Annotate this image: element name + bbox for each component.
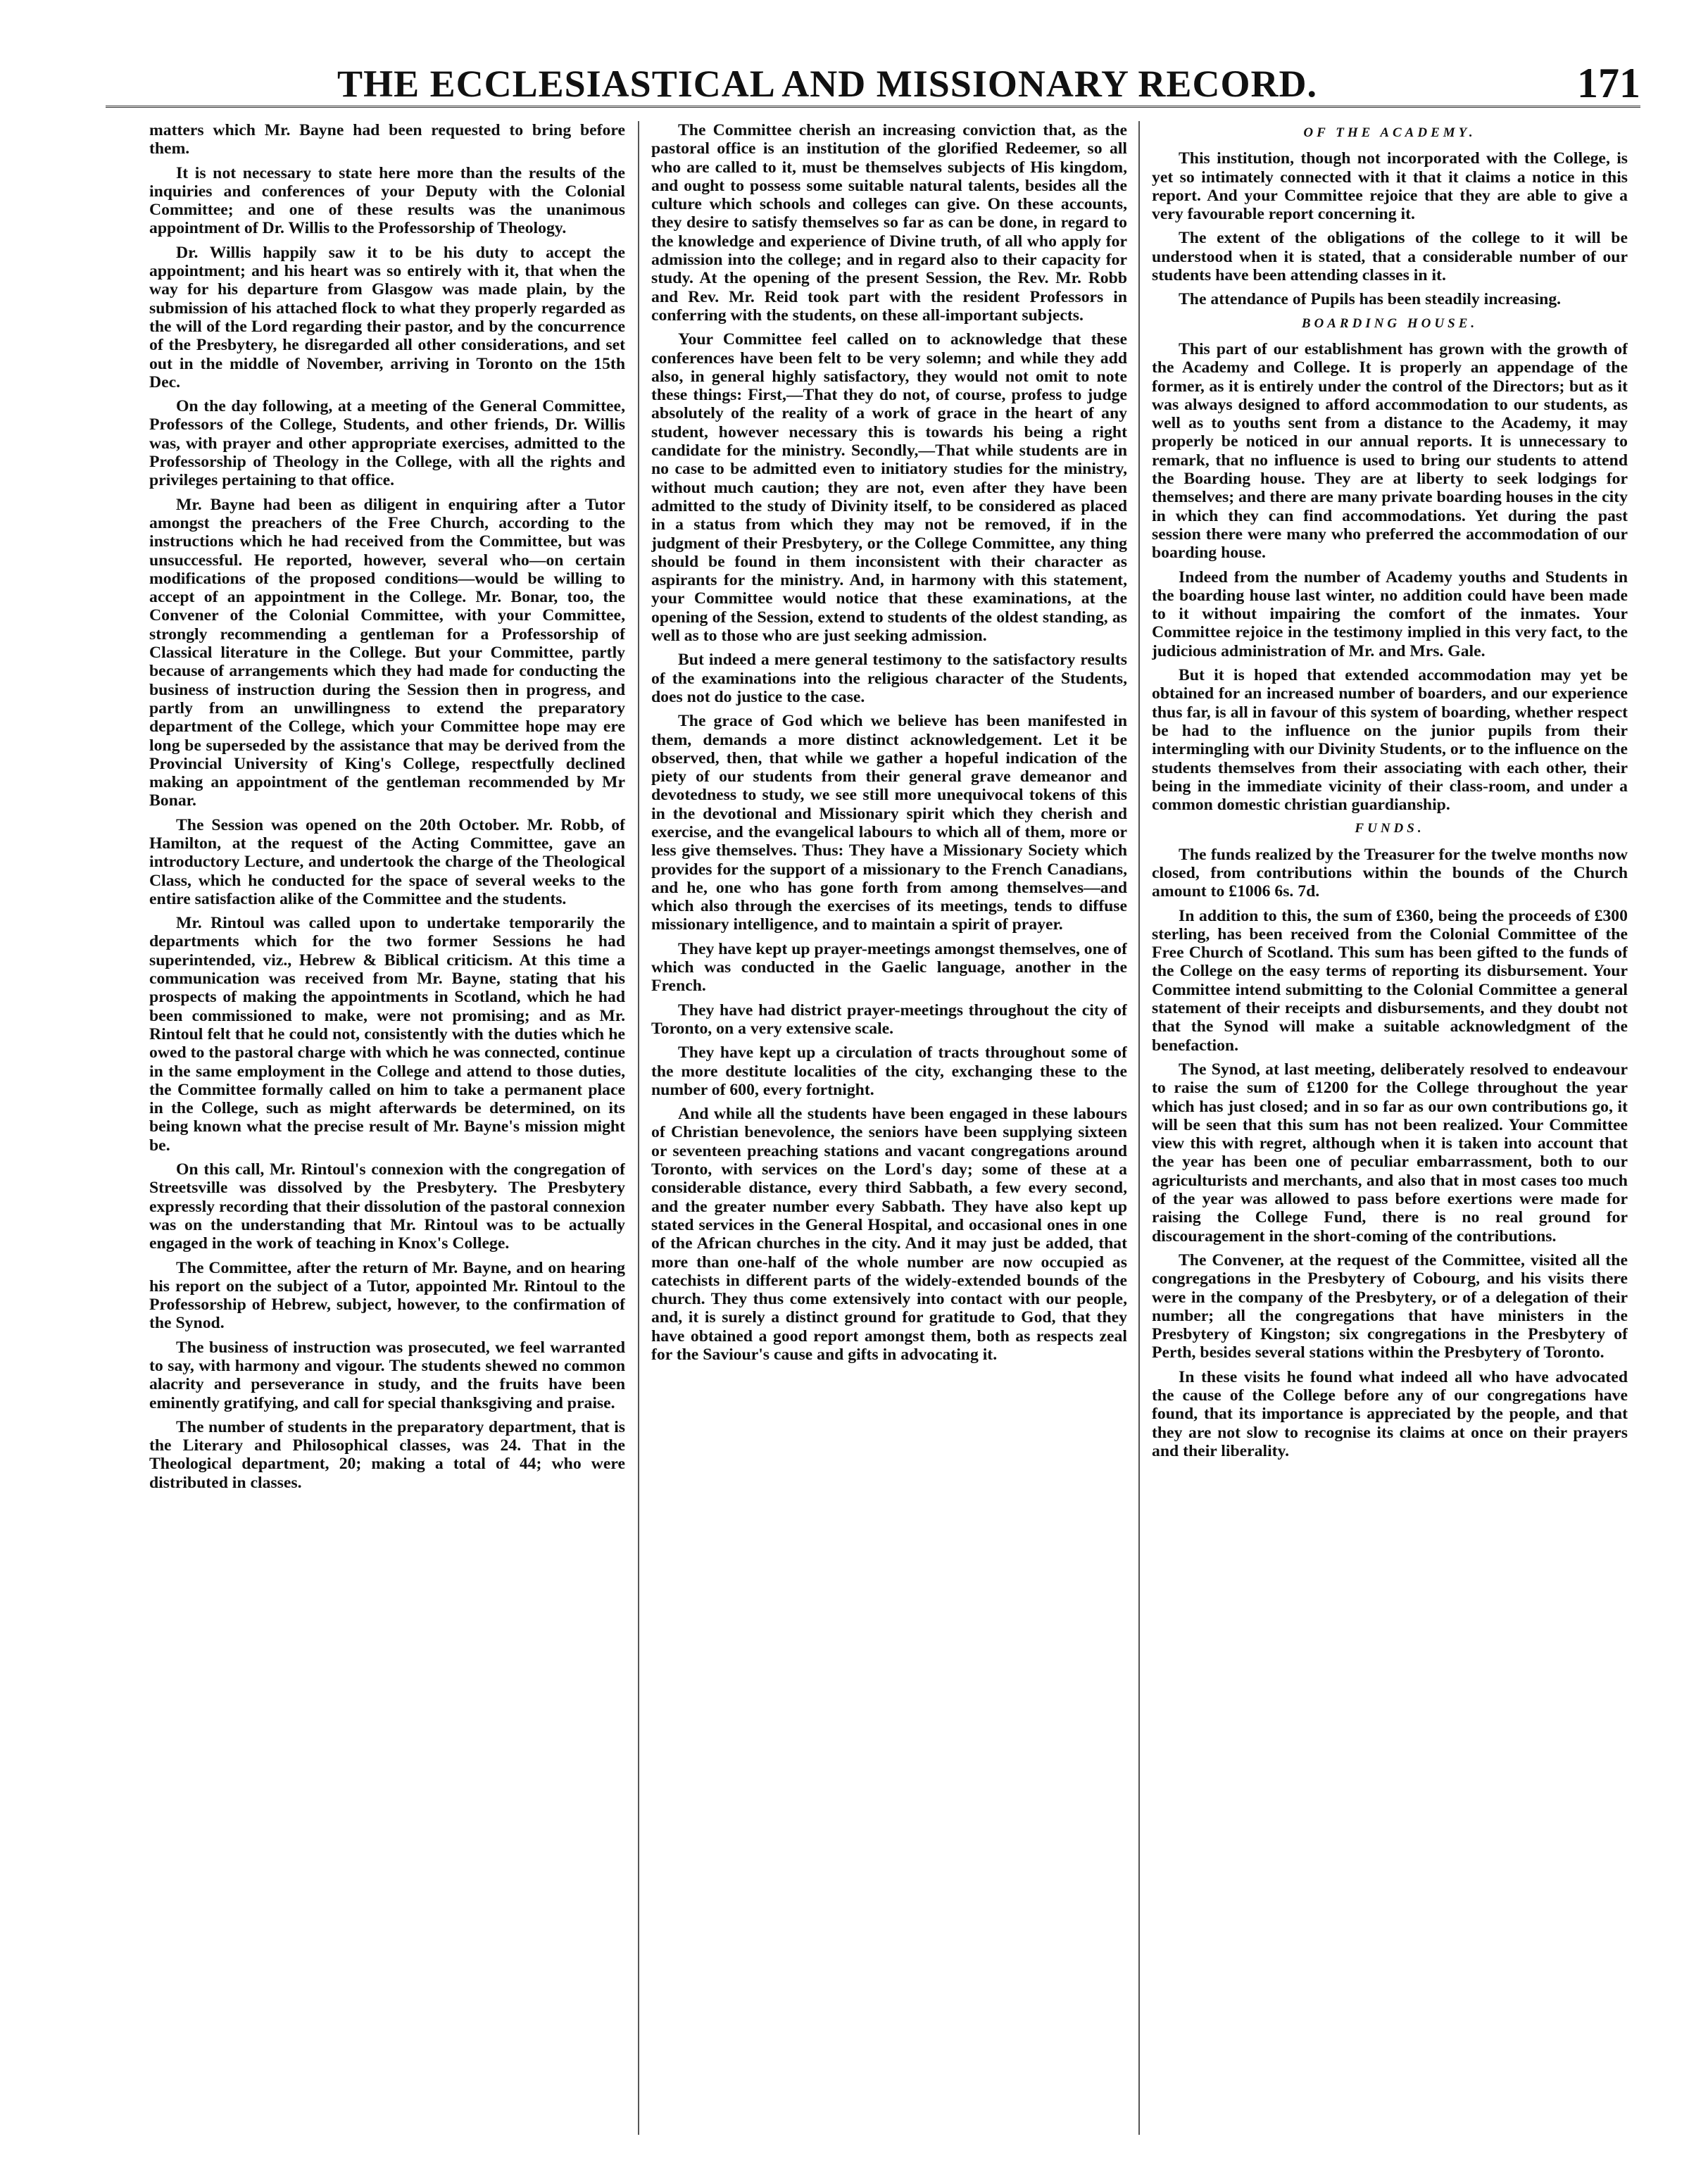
- paragraph: In addition to this, the sum of £360, being the proceeds of £300 sterling, has been received from the Colonial Committee of the Free Church of Scotland. This sum has been gifted to the funds of the College on the easy terms of reporting its disbursement. Your Committee intend submitting to the Colonial Committee a general statement of their receipts and disbursements, and they doubt not that the Synod will make a suitable acknowledgment of the benefaction.: [1152, 906, 1628, 1055]
- column-1: [149, 121, 625, 2135]
- paragraph: In these visits he found what indeed all who have advocated the cause of the College before any of our congregations have found, that its importance is appreciated by the people, and that they are not slow to recognise its claims at once on their prayers and their liberality.: [1152, 1367, 1628, 1460]
- paragraph: Mr. Bayne had been as diligent in enquiring after a Tutor amongst the preachers of the Free Church, according to the instructions which he had received from the Committee, but was unsuccessful. He reported, however, several who—on certain modifications of the proposed conditions—would be willing to accept of an appointment in the College. Mr. Bonar, too, the Convener of the Colonial Committee, with your Committee, strongly recommending a gentleman for a Professorship of Classical literature in the College. But your Committee, partly because of arrangements which they had made for conducting the business of instruction during the Session then in progress, and partly from an unwillingness to extend the preparatory department of the College, which your Committee hope may ere long be superseded by the assistance that may be derived from the Provincial University of King's College, respectfully declined making an appointment of the gentleman recommended by Mr Bonar.: [149, 495, 625, 810]
- paragraph: matters which Mr. Bayne had been requested to bring before them.: [149, 121, 625, 158]
- paragraph: Your Committee feel called on to acknowledge that these conferences have been felt to be very solemn; and while they add also, in general highly satisfactory, they would not omit to note these things: First,—That they do not, of course, profess to judge absolutely of the reality of a work of grace in the heart of any student, however necessary this is towards his being a right candidate for the ministry. Secondly,—That while students are in no case to be admitted even to initiatory studies for the ministry, without much caution; they are not, even after they have been admitted to the study of Divinity itself, to be considered as placed in a status from which they may not be removed, if in the judgment of their Presbytery, or the College Committee, any thing should be found in them inconsistent with their character as aspirants for the ministry. And, in harmony with this statement, your Committee would notice that these examinations, at the opening of the Session, extend to students of the oldest standing, as well as to those who are just seeking admission.: [651, 330, 1127, 646]
- section-heading-academy: OF THE ACADEMY.: [1303, 125, 1476, 140]
- paragraph: It is not necessary to state here more than the results of the inquiries and conferences of your Deputy with the Colonial Committee; and one of these results was the unanimous appointment of Dr. Willis to the Professorship of Theology.: [149, 163, 625, 238]
- section-heading-funds: FUNDS.: [1355, 821, 1425, 836]
- paragraph: But indeed a mere general testimony to the satisfactory results of the examinations into the religious character of the Students, does not do justice to the case.: [651, 651, 1127, 706]
- paragraph: The Committee cherish an increasing conviction that, as the pastoral office is an institution of the glorified Redeemer, so all who are called to it, must be themselves subjects of His kingdom, and ought to possess some suitable natural talents, besides all the culture which schools and colleges can give. On these accounts, they desire to satisfy themselves so far as can be done, in regard to the knowledge and experience of Divine truth, of all who apply for admission into the college; and in regard also to their capacity for study. At the opening of the present Session, the Rev. Mr. Robb and Rev. Mr. Reid took part with the resident Professors in conferring with the students, on these all-important subjects.: [651, 121, 1127, 325]
- paragraph: On this call, Mr. Rintoul's connexion with the congregation of Streetsville was dissolved by the Presbytery. The Presbytery expressly recording that their dissolution of the pastoral connexion was on the understanding that Mr. Rintoul was to be actually engaged in the work of teaching in Knox's College.: [149, 1160, 625, 1253]
- paragraph: Mr. Rintoul was called upon to undertake temporarily the departments which for the two former Sessions he had superintended, viz., Hebrew & Biblical criticism. At this time a communication was received from Mr. Bayne, stating that his prospects of making the appointments in Scotland, which he had been commissioned to make, were not promising; and as Mr. Rintoul felt that he could not, consistently with the duties which he owed to the pastoral charge with which he was connected, continue in the same employment in the College and attend to those duties, the Committee formally called on him to take a permanent place in the College, such as might afterwards be determined, on its being known what the precise result of Mr. Bayne's mission might be.: [149, 914, 625, 1155]
- column-3: [1152, 121, 1628, 2135]
- page-number: 171: [1577, 60, 1640, 106]
- paragraph: The business of instruction was prosecuted, we feel warranted to say, with harmony and vigour. The students shewed no common alacrity and perseverance in study, and the fruits have been eminently gratifying, and call for special thanksgiving and praise.: [149, 1338, 625, 1412]
- header-rule: [106, 106, 1640, 108]
- paragraph: The Committee, after the return of Mr. Bayne, and on hearing his report on the subject of a Tutor, appointed Mr. Rintoul to the Professorship of Hebrew, subject, however, to the confirmation of the Synod.: [149, 1258, 625, 1333]
- journal-title: THE ECCLESIASTICAL AND MISSIONARY RECORD.: [337, 63, 1317, 105]
- paragraph: Dr. Willis happily saw it to be his duty to accept the appointment; and his heart was so entirely with it, that when the way for his departure from Glasgow was made plain, by the submission of his attached flock to what they properly regarded as the will of the Lord regarding their pastor, and by the concurrence of the Presbytery, he disregarded all other considerations, and set out in the middle of November, arriving in Toronto on the 15th Dec.: [149, 243, 625, 391]
- paragraph: The extent of the obligations of the college to it will be understood when it is stated, that a considerable number of our students have been attending classes in it.: [1152, 229, 1628, 285]
- paragraph: Indeed from the number of Academy youths and Students in the boarding house last winter, no addition could have been made to it without impairing the comfort of the inmates. Your Committee rejoice in the testimony implied in this very fact, to the judicious administration of Mr. and Mrs. Gale.: [1152, 567, 1628, 660]
- column-rule: [638, 121, 639, 2135]
- column-2: [651, 121, 1127, 2135]
- paragraph: The number of students in the preparatory department, that is the Literary and Philosophical classes, was 24. That in the Theological department, 20; making a total of 44; who were distributed in classes.: [149, 1417, 625, 1492]
- paragraph: The attendance of Pupils has been steadily increasing.: [1179, 290, 1562, 309]
- paragraph: They have kept up a circulation of tracts throughout some of the more destitute localities of the city, exchanging these to the number of 600, every fortnight.: [651, 1043, 1127, 1099]
- column-rule: [1138, 121, 1140, 2135]
- paragraph: The Convener, at the request of the Committee, visited all the congregations in the Presbytery of Cobourg, and his visits there were in the company of the Presbytery, or of a delegation of their number; all the congregations that have ministers in the Presbytery of Kingston; six congregations in the Presbytery of Perth, besides several stations within the Presbytery of Toronto.: [1152, 1250, 1628, 1362]
- paragraph: They have had district prayer-meetings throughout the city of Toronto, on a very extensive scale.: [651, 1001, 1127, 1038]
- paragraph: The Synod, at last meeting, deliberately resolved to endeavour to raise the sum of £1200 for the College throughout the year which has just closed; and in so far as our own contributions go, it will be seen that this sum has not been realized. Your Committee view this with regret, although when it is taken into account that the year has been one of peculiar embarrassment, both to our agriculturists and merchants, and also that in most cases too much of the year was allowed to pass before exertions were made for raising the College Fund, there is no real ground for discouragement in the short-coming of the contributions.: [1152, 1060, 1628, 1246]
- paragraph: But it is hoped that extended accommodation may yet be obtained for an increased number of boarders, and our experience thus far, is all in favour of this system of boarding, whether respect be had to the influence on the junior pupils from their intermingling with our Divinity Students, or to the influence on the students themselves from their associating with each other, their being in the immediate vicinity of their class-room, and under a common domestic christian guardianship.: [1152, 666, 1628, 815]
- paragraph: The funds realized by the Treasurer for the twelve months now closed, from contributions within the bounds of the Church amount to £1006 6s. 7d.: [1152, 845, 1628, 901]
- paragraph: The Session was opened on the 20th October. Mr. Robb, of Hamilton, at the request of the Acting Committee, gave an introductory Lecture, and undertook the charge of the Theological Class, which he conducted for the space of several weeks to the entire satisfaction alike of the Committee and the students.: [149, 815, 625, 908]
- paragraph: This institution, though not incorporated with the College, is yet so intimately connected with it that it claims a notice in this report. And your Committee rejoice that they are able to give a very favourable report concerning it.: [1152, 149, 1628, 224]
- page-header: [106, 56, 1640, 106]
- paragraph: And while all the students have been engaged in these labours of Christian benevolence, the seniors have been supplying sixteen or seventeen preaching stations and vacant congregations around Toronto, with services on the Lord's day; some of these at a considerable distance, every third Sabbath, a few every second, and the greater number every Sabbath. They have also kept up stated services in the General Hospital, and occasional ones in one of the African churches in the city. And it may just be added, that more than one-half of the whole number are now occupied as catechists in different parts of the widely-extended bounds of the church. They thus come extensively into contact with our people, and, it is surely a distinct ground for gratitude to God, that they have obtained a good report amongst them, both as respects zeal for the Saviour's cause and gifts in advocating it.: [651, 1105, 1127, 1364]
- section-heading-boarding-house: BOARDING HOUSE.: [1301, 315, 1478, 331]
- paragraph: They have kept up prayer-meetings amongst themselves, one of which was conducted in the Gaelic language, another in the French.: [651, 939, 1127, 996]
- paragraph: On the day following, at a meeting of the General Committee, Professors of the College, Students, and other friends, Dr. Willis was, with prayer and other appropriate exercises, admitted to the Professorship of Theology in the College, with all the rights and privileges pertaining to that office.: [149, 397, 625, 490]
- paragraph: The grace of God which we believe has been manifested in them, demands a more distinct acknowledgement. Let it be observed, then, that while we gather a hopeful indication of the piety of our students from their general grave demeanor and devotedness to study, we see still more unequivocal tokens of this in the devotional and Missionary spirit which they cherish and exercise, and the evangelical labours to which all of them, more or less give themselves. Thus: They have a Missionary Society which provides for the support of a missionary to the French Canadians, and he, one who has gone forth from among themselves—and which also through the exercises of its meetings, tends to diffuse missionary intelligence, and to maintain a spirit of prayer.: [651, 712, 1127, 934]
- paragraph: This part of our establishment has grown with the growth of the Academy and College. It is properly an appendage of the former, as it is entirely under the control of the Directors; but as it was always designed to afford accommodation to our students, as well as to youths sent from a distance to the Academy, it may properly be noticed in our annual reports. It is unnecessary to remark, that no influence is used to bring our students to attend the Boarding house. They are at liberty to seek lodgings for themselves; and there are many private boarding houses in the city in which they can find accommodations. Yet during the past session there were many who preferred the accommodation of our boarding house.: [1152, 339, 1628, 563]
